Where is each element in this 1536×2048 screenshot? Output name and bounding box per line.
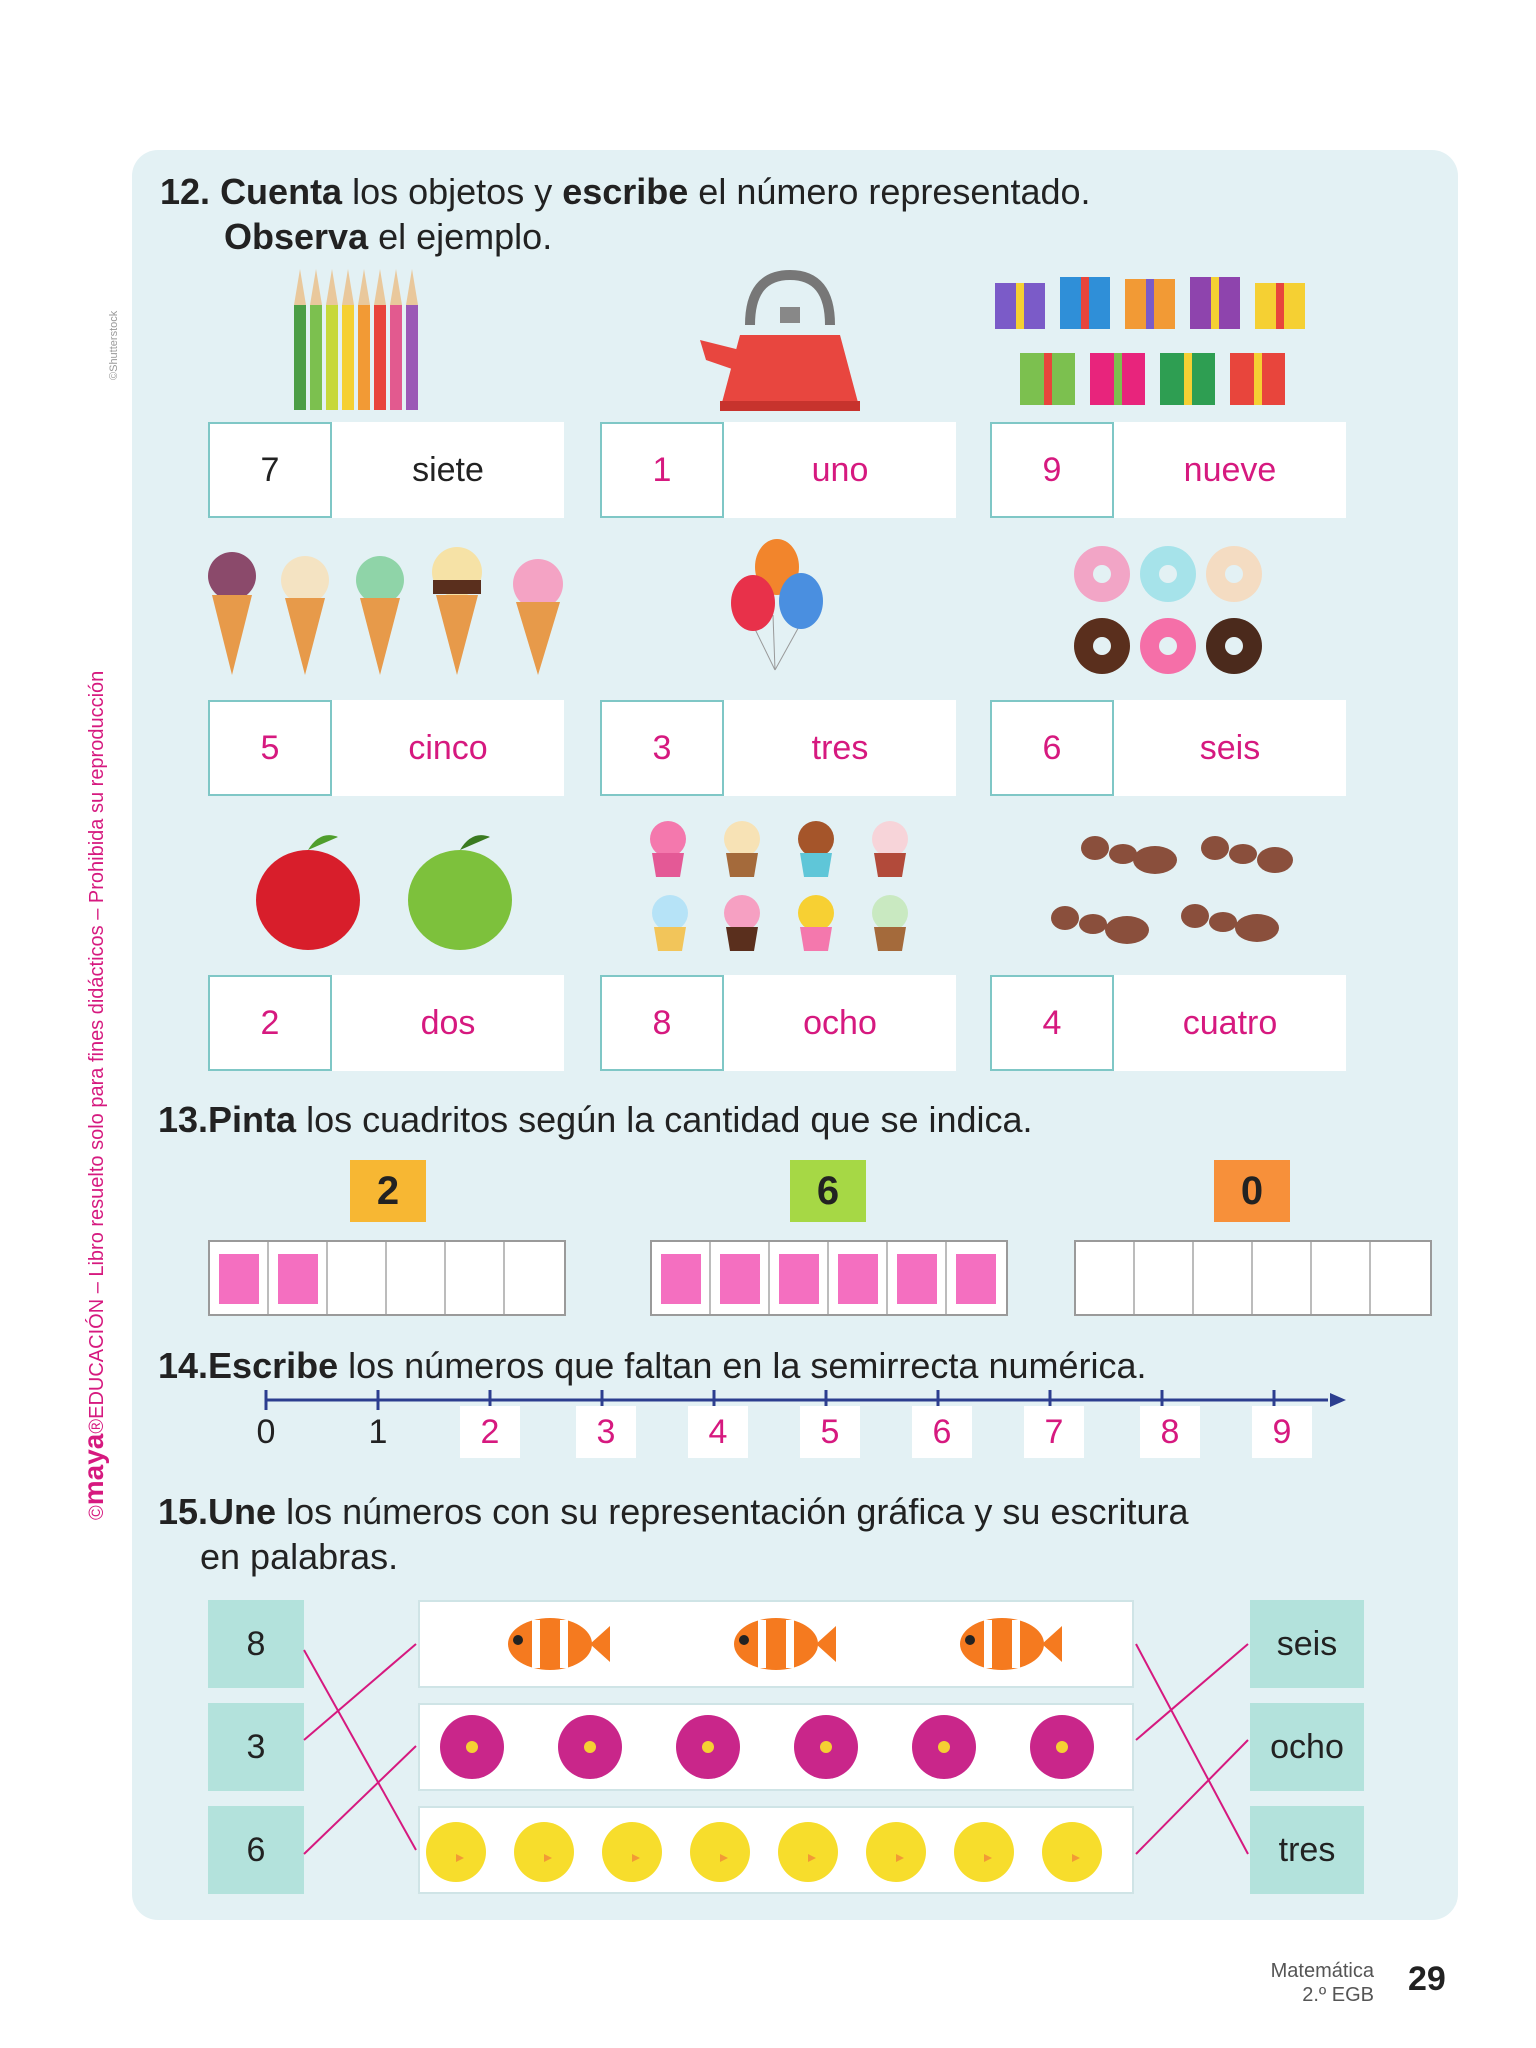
ex12-item-ants (990, 975, 1346, 1071)
paint-cell[interactable] (770, 1242, 829, 1314)
match-number[interactable]: 6 (208, 1806, 304, 1894)
picture-row-flowers[interactable] (418, 1703, 1134, 1791)
paint-grid (650, 1240, 1008, 1316)
match-word[interactable]: ocho (1250, 1703, 1364, 1791)
match-number[interactable]: 8 (208, 1600, 304, 1688)
match-word[interactable]: tres (1250, 1806, 1364, 1894)
ex15-instruction: 15.Une los números con su representación gráfica y su escritura (158, 1491, 1189, 1532)
number-line-answer[interactable]: 5 (800, 1406, 860, 1458)
answer-word-box[interactable]: ocho (724, 975, 956, 1071)
number-line-label: 0 (256, 1412, 276, 1451)
brand-logo: maya (78, 1433, 109, 1506)
number-line-answer[interactable]: 7 (1024, 1406, 1084, 1458)
answer-number-box[interactable]: 5 (208, 700, 332, 796)
paint-cell[interactable] (1312, 1242, 1371, 1314)
answer-number-box[interactable]: 3 (600, 700, 724, 796)
answer-number-box[interactable]: 2 (208, 975, 332, 1071)
answer-number-box[interactable]: 7 (208, 422, 332, 518)
kettle-icon (690, 265, 870, 413)
match-number[interactable]: 3 (208, 1703, 304, 1791)
number-line-answer[interactable]: 2 (460, 1406, 520, 1458)
number-line-label: 1 (368, 1412, 388, 1451)
ex12-item-apples (208, 975, 564, 1071)
ants-icon (1045, 810, 1295, 970)
paint-cell[interactable] (888, 1242, 947, 1314)
number-line-answer[interactable]: 6 (912, 1406, 972, 1458)
ice-creams-icon (200, 540, 580, 680)
paint-cell[interactable] (652, 1242, 711, 1314)
answer-number-box[interactable]: 1 (600, 422, 724, 518)
quantity-badge: 2 (350, 1160, 426, 1222)
answer-word-box[interactable]: seis (1114, 700, 1346, 796)
ex13-instruction: 13.Pinta los cuadritos según la cantidad que se indica. (158, 1099, 1033, 1140)
answer-number-box[interactable]: 6 (990, 700, 1114, 796)
answer-number-box[interactable]: 4 (990, 975, 1114, 1071)
paint-cell[interactable] (829, 1242, 888, 1314)
ex12-item-cupcakes (600, 975, 956, 1071)
gifts-icon (990, 265, 1350, 415)
picture-row-chicks[interactable] (418, 1806, 1134, 1894)
number-line-answer[interactable]: 8 (1140, 1406, 1200, 1458)
paint-cell[interactable] (328, 1242, 387, 1314)
paint-cell[interactable] (1076, 1242, 1135, 1314)
footer-subject: Matemática (1270, 1960, 1374, 1982)
number-line-answer[interactable]: 4 (688, 1406, 748, 1458)
paint-cell[interactable] (1194, 1242, 1253, 1314)
answer-word-box[interactable]: dos (332, 975, 564, 1071)
answer-word-box[interactable]: cinco (332, 700, 564, 796)
paint-cell[interactable] (446, 1242, 505, 1314)
paint-grid (1074, 1240, 1432, 1316)
ex15-instruction-2: en palabras. (200, 1536, 399, 1577)
paint-cell[interactable] (269, 1242, 328, 1314)
quantity-badge: 6 (790, 1160, 866, 1222)
picture-row-fish[interactable] (418, 1600, 1134, 1688)
paint-cell[interactable] (947, 1242, 1006, 1314)
answer-word-box[interactable]: nueve (1114, 422, 1346, 518)
apples-icon (250, 825, 520, 955)
quantity-badge: 0 (1214, 1160, 1290, 1222)
match-word[interactable]: seis (1250, 1600, 1364, 1688)
paint-cell[interactable] (387, 1242, 446, 1314)
balloons-icon (725, 535, 835, 685)
answer-word-box[interactable]: siete (332, 422, 564, 518)
ex12-instruction-2: Observa el ejemplo. (224, 216, 553, 257)
ex14-instruction: 14.Escribe los números que faltan en la semirrecta numérica. (158, 1345, 1147, 1386)
paint-cell[interactable] (1371, 1242, 1430, 1314)
ex12-item-donuts (990, 700, 1346, 796)
answer-number-box[interactable]: 8 (600, 975, 724, 1071)
answer-word-box[interactable]: cuatro (1114, 975, 1346, 1071)
ex12-item-ice-creams (208, 700, 564, 796)
ex12-instruction: 12. Cuenta los objetos y escribe el número representado. (160, 171, 1091, 212)
ex12-item-pencils (208, 422, 564, 518)
number-line-answer[interactable]: 3 (576, 1406, 636, 1458)
image-credit: ©Shutterstock (108, 310, 120, 380)
donuts-icon (1070, 542, 1270, 682)
match-lines-right (1134, 1600, 1252, 1900)
answer-word-box[interactable]: tres (724, 700, 956, 796)
chick-icon (420, 1808, 1132, 1892)
paint-cell[interactable] (711, 1242, 770, 1314)
answer-number-box[interactable]: 9 (990, 422, 1114, 518)
page-number: 29 (1408, 1960, 1446, 1998)
copyright-side-text: ©maya®EDUCACIÓN – Libro resuelto solo para fines didácticos – Prohibida su reproducción (78, 670, 109, 1520)
number-line-answer[interactable]: 9 (1252, 1406, 1312, 1458)
ex12-item-balloons (600, 700, 956, 796)
paint-cell[interactable] (210, 1242, 269, 1314)
flower-icon (420, 1705, 1132, 1789)
ex12-item-gifts (990, 422, 1346, 518)
paint-cell[interactable] (505, 1242, 564, 1314)
pencils-icon (290, 265, 450, 413)
paint-cell[interactable] (1135, 1242, 1194, 1314)
paint-grid (208, 1240, 566, 1316)
clownfish-icon (420, 1602, 1132, 1686)
answer-word-box[interactable]: uno (724, 422, 956, 518)
match-lines-left (300, 1600, 420, 1900)
footer-grade: 2.º EGB (1302, 1984, 1374, 2006)
paint-cell[interactable] (1253, 1242, 1312, 1314)
cupcakes-icon (640, 815, 930, 965)
ex12-item-kettle (600, 422, 956, 518)
